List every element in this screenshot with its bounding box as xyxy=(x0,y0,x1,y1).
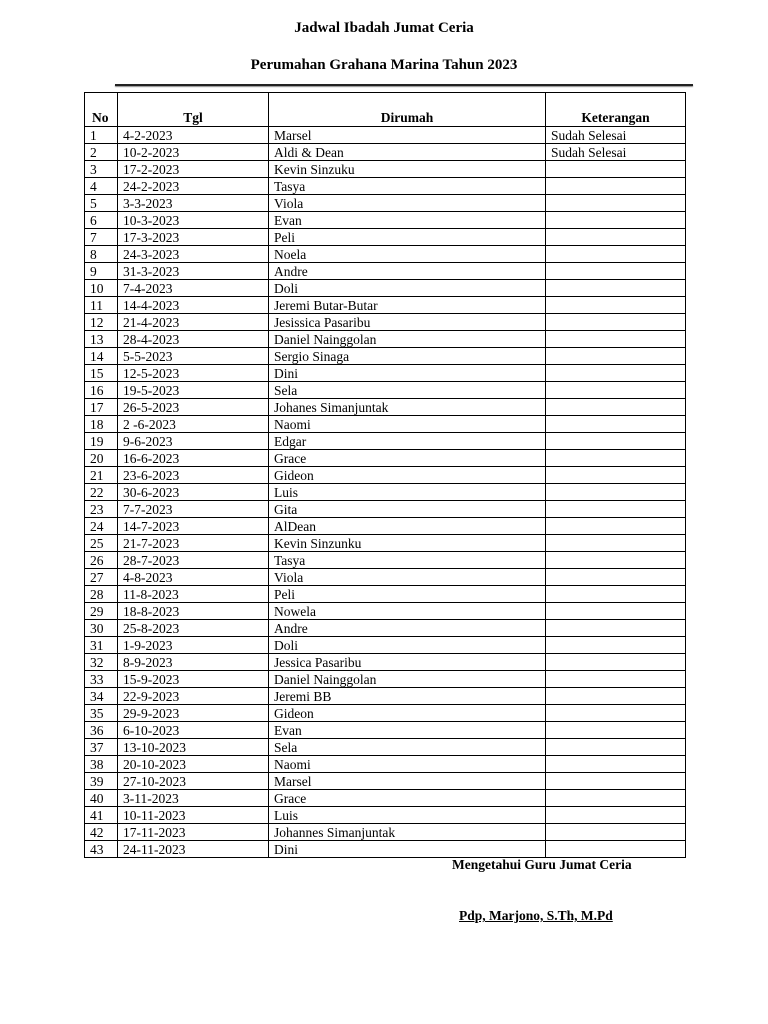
cell-no: 33 xyxy=(85,671,118,688)
cell-date: 18-8-2023 xyxy=(118,603,269,620)
cell-host: Jessica Pasaribu xyxy=(269,654,546,671)
cell-no: 4 xyxy=(85,178,118,195)
cell-date: 23-6-2023 xyxy=(118,467,269,484)
cell-host: Peli xyxy=(269,229,546,246)
cell-host: Evan xyxy=(269,722,546,739)
cell-note xyxy=(546,739,686,756)
cell-date: 29-9-2023 xyxy=(118,705,269,722)
cell-date: 28-4-2023 xyxy=(118,331,269,348)
cell-no: 14 xyxy=(85,348,118,365)
cell-no: 39 xyxy=(85,773,118,790)
cell-note xyxy=(546,484,686,501)
cell-date: 10-3-2023 xyxy=(118,212,269,229)
table-row xyxy=(85,824,686,841)
cell-host: Peli xyxy=(269,586,546,603)
table-row xyxy=(85,637,686,654)
cell-date: 10-2-2023 xyxy=(118,144,269,161)
cell-host: Johannes Simanjuntak xyxy=(269,824,546,841)
cell-note xyxy=(546,773,686,790)
cell-note xyxy=(546,637,686,654)
table-row xyxy=(85,229,686,246)
cell-host: Naomi xyxy=(269,756,546,773)
cell-date: 15-9-2023 xyxy=(118,671,269,688)
table-row xyxy=(85,535,686,552)
cell-date: 7-4-2023 xyxy=(118,280,269,297)
cell-no: 26 xyxy=(85,552,118,569)
cell-note xyxy=(546,212,686,229)
cell-host: Sergio Sinaga xyxy=(269,348,546,365)
cell-date: 17-2-2023 xyxy=(118,161,269,178)
cell-host: Dini xyxy=(269,365,546,382)
cell-host: Jesissica Pasaribu xyxy=(269,314,546,331)
cell-no: 22 xyxy=(85,484,118,501)
cell-note xyxy=(546,263,686,280)
cell-date: 24-2-2023 xyxy=(118,178,269,195)
cell-no: 38 xyxy=(85,756,118,773)
cell-note xyxy=(546,399,686,416)
cell-host: Edgar xyxy=(269,433,546,450)
cell-date: 3-11-2023 xyxy=(118,790,269,807)
cell-no: 2 xyxy=(85,144,118,161)
cell-no: 35 xyxy=(85,705,118,722)
cell-date: 8-9-2023 xyxy=(118,654,269,671)
table-row xyxy=(85,212,686,229)
cell-date: 30-6-2023 xyxy=(118,484,269,501)
cell-host: Tasya xyxy=(269,178,546,195)
cell-host: Sela xyxy=(269,739,546,756)
table-row xyxy=(85,314,686,331)
cell-host: Tasya xyxy=(269,552,546,569)
cell-no: 32 xyxy=(85,654,118,671)
cell-no: 10 xyxy=(85,280,118,297)
cell-date: 5-5-2023 xyxy=(118,348,269,365)
cell-no: 6 xyxy=(85,212,118,229)
cell-date: 4-2-2023 xyxy=(118,127,269,144)
cell-no: 11 xyxy=(85,297,118,314)
cell-date: 14-4-2023 xyxy=(118,297,269,314)
cell-date: 24-11-2023 xyxy=(118,841,269,858)
cell-no: 27 xyxy=(85,569,118,586)
cell-no: 17 xyxy=(85,399,118,416)
column-header-keterangan: Keterangan xyxy=(546,93,686,127)
cell-no: 3 xyxy=(85,161,118,178)
cell-host: Aldi & Dean xyxy=(269,144,546,161)
cell-no: 24 xyxy=(85,518,118,535)
cell-note xyxy=(546,569,686,586)
cell-no: 13 xyxy=(85,331,118,348)
table-row xyxy=(85,365,686,382)
cell-host: Viola xyxy=(269,195,546,212)
table-row xyxy=(85,297,686,314)
document-subtitle: Perumahan Grahana Marina Tahun 2023 xyxy=(250,57,518,73)
cell-host: Jeremi BB xyxy=(269,688,546,705)
cell-date: 12-5-2023 xyxy=(118,365,269,382)
table-row xyxy=(85,467,686,484)
table-header-row xyxy=(85,93,686,127)
acknowledgement-text: Mengetahui Guru Jumat Ceria xyxy=(452,857,632,872)
cell-no: 23 xyxy=(85,501,118,518)
cell-date: 11-8-2023 xyxy=(118,586,269,603)
cell-host: Gideon xyxy=(269,705,546,722)
table-row xyxy=(85,705,686,722)
cell-no: 28 xyxy=(85,586,118,603)
cell-date: 16-6-2023 xyxy=(118,450,269,467)
cell-note xyxy=(546,280,686,297)
cell-date: 25-8-2023 xyxy=(118,620,269,637)
schedule-rows xyxy=(85,127,686,858)
cell-host: Naomi xyxy=(269,416,546,433)
cell-date: 28-7-2023 xyxy=(118,552,269,569)
cell-host: Nowela xyxy=(269,603,546,620)
cell-no: 7 xyxy=(85,229,118,246)
table-row xyxy=(85,688,686,705)
cell-no: 29 xyxy=(85,603,118,620)
cell-host: Marsel xyxy=(269,773,546,790)
cell-note xyxy=(546,688,686,705)
table-row xyxy=(85,331,686,348)
table-row xyxy=(85,569,686,586)
cell-date: 17-11-2023 xyxy=(118,824,269,841)
cell-date: 27-10-2023 xyxy=(118,773,269,790)
cell-no: 8 xyxy=(85,246,118,263)
cell-no: 19 xyxy=(85,433,118,450)
cell-note xyxy=(546,501,686,518)
cell-date: 9-6-2023 xyxy=(118,433,269,450)
cell-note: Sudah Selesai xyxy=(546,144,686,161)
cell-date: 17-3-2023 xyxy=(118,229,269,246)
cell-no: 36 xyxy=(85,722,118,739)
cell-date: 14-7-2023 xyxy=(118,518,269,535)
cell-date: 1-9-2023 xyxy=(118,637,269,654)
cell-date: 7-7-2023 xyxy=(118,501,269,518)
title-divider xyxy=(115,84,693,86)
cell-no: 5 xyxy=(85,195,118,212)
table-row xyxy=(85,739,686,756)
cell-no: 12 xyxy=(85,314,118,331)
cell-no: 20 xyxy=(85,450,118,467)
cell-host: Kevin Sinzunku xyxy=(269,535,546,552)
cell-note xyxy=(546,331,686,348)
schedule-table xyxy=(84,92,686,858)
cell-note xyxy=(546,178,686,195)
cell-note xyxy=(546,229,686,246)
cell-host: Luis xyxy=(269,807,546,824)
cell-no: 25 xyxy=(85,535,118,552)
cell-no: 1 xyxy=(85,127,118,144)
cell-note xyxy=(546,195,686,212)
cell-host: Kevin Sinzuku xyxy=(269,161,546,178)
cell-note xyxy=(546,824,686,841)
cell-note xyxy=(546,586,686,603)
cell-note xyxy=(546,365,686,382)
table-row xyxy=(85,246,686,263)
table-row xyxy=(85,348,686,365)
signatory-name: Pdp, Marjono, S.Th, M.Pd xyxy=(459,908,613,923)
cell-host: Daniel Nainggolan xyxy=(269,331,546,348)
cell-note xyxy=(546,382,686,399)
table-row xyxy=(85,280,686,297)
cell-note xyxy=(546,756,686,773)
cell-no: 34 xyxy=(85,688,118,705)
cell-note xyxy=(546,552,686,569)
table-row xyxy=(85,654,686,671)
cell-date: 10-11-2023 xyxy=(118,807,269,824)
cell-host: Dini xyxy=(269,841,546,858)
table-row xyxy=(85,552,686,569)
cell-note xyxy=(546,841,686,858)
cell-note xyxy=(546,433,686,450)
cell-date: 4-8-2023 xyxy=(118,569,269,586)
cell-date: 24-3-2023 xyxy=(118,246,269,263)
cell-host: Viola xyxy=(269,569,546,586)
cell-host: AlDean xyxy=(269,518,546,535)
table-row xyxy=(85,450,686,467)
cell-note xyxy=(546,807,686,824)
table-row xyxy=(85,144,686,161)
cell-date: 20-10-2023 xyxy=(118,756,269,773)
cell-date: 2 -6-2023 xyxy=(118,416,269,433)
cell-host: Evan xyxy=(269,212,546,229)
table-row xyxy=(85,382,686,399)
cell-note xyxy=(546,161,686,178)
cell-host: Grace xyxy=(269,450,546,467)
cell-note xyxy=(546,705,686,722)
table-row xyxy=(85,586,686,603)
table-row xyxy=(85,127,686,144)
cell-no: 9 xyxy=(85,263,118,280)
cell-note xyxy=(546,671,686,688)
cell-note xyxy=(546,603,686,620)
table-row xyxy=(85,433,686,450)
cell-host: Luis xyxy=(269,484,546,501)
table-row xyxy=(85,195,686,212)
cell-date: 3-3-2023 xyxy=(118,195,269,212)
cell-note: Sudah Selesai xyxy=(546,127,686,144)
cell-note xyxy=(546,416,686,433)
table-row xyxy=(85,501,686,518)
cell-date: 13-10-2023 xyxy=(118,739,269,756)
cell-note xyxy=(546,620,686,637)
table-row xyxy=(85,756,686,773)
cell-date: 22-9-2023 xyxy=(118,688,269,705)
cell-note xyxy=(546,314,686,331)
cell-host: Andre xyxy=(269,620,546,637)
cell-no: 40 xyxy=(85,790,118,807)
cell-note xyxy=(546,246,686,263)
cell-host: Andre xyxy=(269,263,546,280)
table-row xyxy=(85,722,686,739)
cell-note xyxy=(546,535,686,552)
cell-host: Doli xyxy=(269,637,546,654)
cell-no: 30 xyxy=(85,620,118,637)
column-header-tgl: Tgl xyxy=(118,93,269,127)
cell-note xyxy=(546,348,686,365)
cell-date: 31-3-2023 xyxy=(118,263,269,280)
cell-note xyxy=(546,467,686,484)
table-row xyxy=(85,484,686,501)
cell-note xyxy=(546,654,686,671)
cell-note xyxy=(546,297,686,314)
cell-note xyxy=(546,450,686,467)
table-row xyxy=(85,416,686,433)
table-row xyxy=(85,807,686,824)
cell-note xyxy=(546,518,686,535)
cell-host: Grace xyxy=(269,790,546,807)
document-title: Jadwal Ibadah Jumat Ceria xyxy=(294,20,474,36)
cell-no: 16 xyxy=(85,382,118,399)
cell-no: 21 xyxy=(85,467,118,484)
table-row xyxy=(85,620,686,637)
cell-no: 41 xyxy=(85,807,118,824)
cell-host: Gideon xyxy=(269,467,546,484)
table-row xyxy=(85,263,686,280)
table-row xyxy=(85,790,686,807)
table-row xyxy=(85,178,686,195)
cell-host: Marsel xyxy=(269,127,546,144)
cell-date: 6-10-2023 xyxy=(118,722,269,739)
cell-no: 18 xyxy=(85,416,118,433)
cell-no: 42 xyxy=(85,824,118,841)
column-header-no: No xyxy=(85,93,118,127)
cell-note xyxy=(546,722,686,739)
cell-host: Noela xyxy=(269,246,546,263)
cell-no: 37 xyxy=(85,739,118,756)
table-row xyxy=(85,841,686,858)
table-row xyxy=(85,603,686,620)
table-row xyxy=(85,773,686,790)
cell-host: Sela xyxy=(269,382,546,399)
cell-note xyxy=(546,790,686,807)
cell-host: Doli xyxy=(269,280,546,297)
cell-date: 26-5-2023 xyxy=(118,399,269,416)
cell-host: Johanes Simanjuntak xyxy=(269,399,546,416)
cell-no: 31 xyxy=(85,637,118,654)
cell-no: 15 xyxy=(85,365,118,382)
table-row xyxy=(85,518,686,535)
table-row xyxy=(85,161,686,178)
cell-date: 21-7-2023 xyxy=(118,535,269,552)
cell-date: 19-5-2023 xyxy=(118,382,269,399)
cell-host: Gita xyxy=(269,501,546,518)
cell-host: Jeremi Butar-Butar xyxy=(269,297,546,314)
cell-date: 21-4-2023 xyxy=(118,314,269,331)
table-row xyxy=(85,399,686,416)
cell-no: 43 xyxy=(85,841,118,858)
column-header-dirumah: Dirumah xyxy=(269,93,546,127)
cell-host: Daniel Nainggolan xyxy=(269,671,546,688)
table-row xyxy=(85,671,686,688)
